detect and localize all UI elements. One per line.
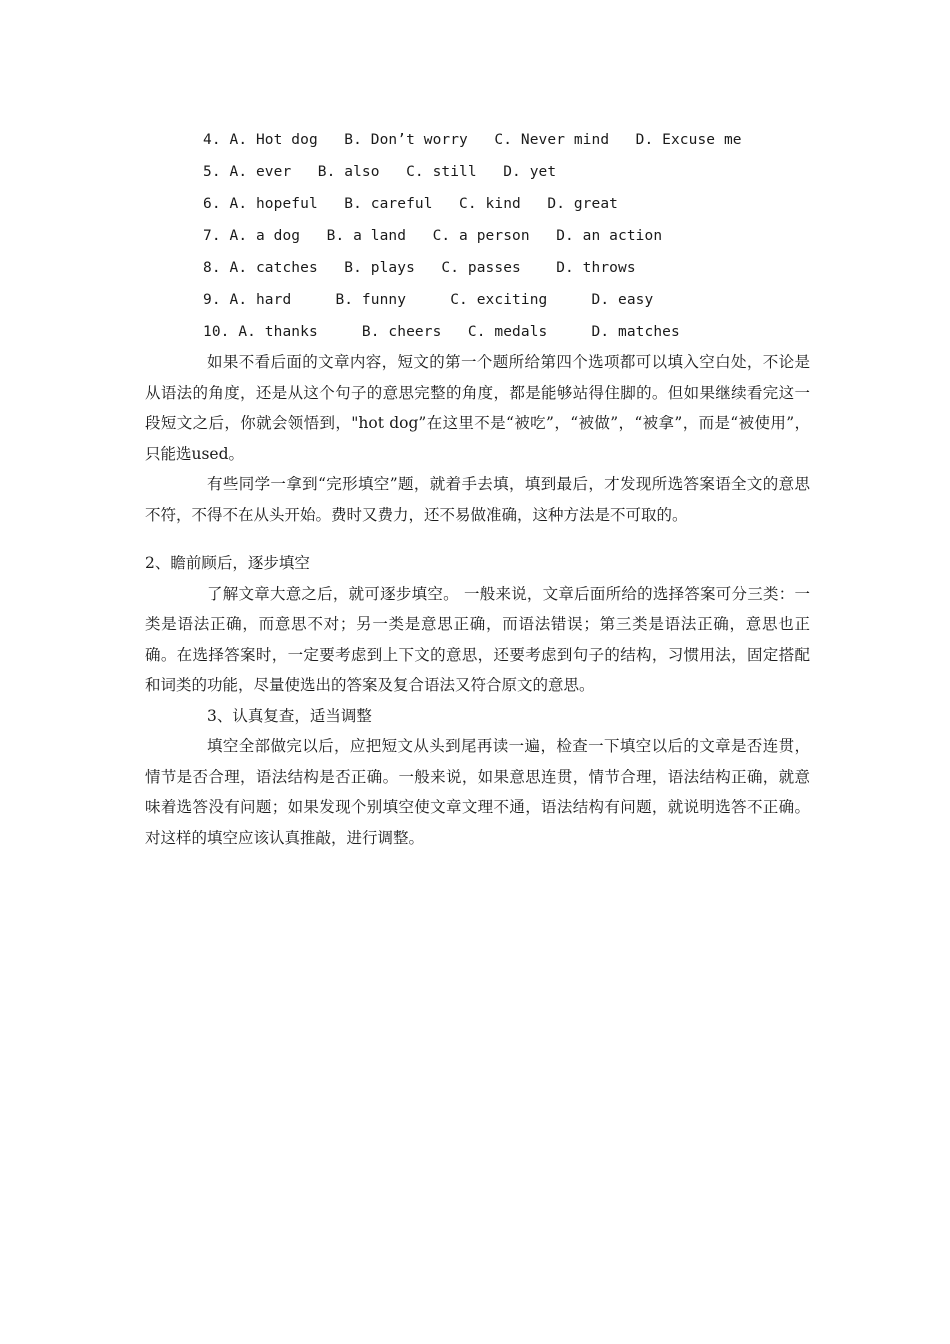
question-8-options: 8. A. catches B. plays C. passes D. throws bbox=[203, 260, 636, 276]
section-spacer bbox=[145, 530, 810, 548]
paragraph-analysis: 如果不看后面的文章内容，短文的第一个题所给第四个选项都可以填入空白处，不论是从语法的角度，还是从这个句子的意思完整的角度，都是能够站得住脚的。但如果继续看完这一段短文之后，你就会领悟到，"hot dog”在这里不是“被吃”，“被做”，“被拿”，而是“被使用”，只能选used。 bbox=[145, 353, 810, 463]
section-heading-2: 2、瞻前顾后，逐步填空 bbox=[145, 554, 310, 572]
question-9-options: 9. A. hard B. funny C. exciting D. easy bbox=[203, 292, 654, 308]
question-5-options: 5. A. ever B. also C. still D. yet bbox=[203, 164, 557, 180]
section-heading-3: 3、认真复查，适当调整 bbox=[207, 706, 372, 725]
paragraph-step-fill: 了解文章大意之后，就可逐步填空。 一般来说，文章后面所给的选择答案可分三类：一类是语法正确，而意思不对；另一类是意思正确，而语法错误；第三类是语法正确，意思也正确。在选择答案时，一定要考虑到上下文的意思，还要考虑到句子的结构，习惯用法，固定搭配和词类的功能，尽量使选出的答案及复合语法又符合原文的意思。 bbox=[145, 584, 810, 694]
answer-options-list bbox=[203, 125, 843, 349]
question-10-options: 10. A. thanks B. cheers C. medals D. matches bbox=[203, 324, 680, 340]
question-7-options: 7. A. a dog B. a land C. a person D. an action bbox=[203, 228, 663, 244]
question-6-options: 6. A. hopeful B. careful C. kind D. great bbox=[203, 196, 618, 212]
article-body bbox=[145, 347, 810, 853]
paragraph-warning: 有些同学一拿到“完形填空”题，就着手去填，填到最后，才发现所选答案语全文的意思不符，不得不在从头开始。费时又费力，还不易做准确，这种方法是不可取的。 bbox=[145, 475, 810, 524]
question-4-options: 4. A. Hot dog B. Don’t worry C. Never mind D. Excuse me bbox=[203, 132, 742, 148]
paragraph-review: 填空全部做完以后，应把短文从头到尾再读一遍，检查一下填空以后的文章是否连贯，情节是否合理，语法结构是否正确。一般来说，如果意思连贯，情节合理，语法结构正确，就意味着选答没有问题；如果发现个别填空使文章文理不通，语法结构有问题，就说明选答不正确。对这样的填空应该认真推敲，进行调整。 bbox=[145, 737, 810, 847]
